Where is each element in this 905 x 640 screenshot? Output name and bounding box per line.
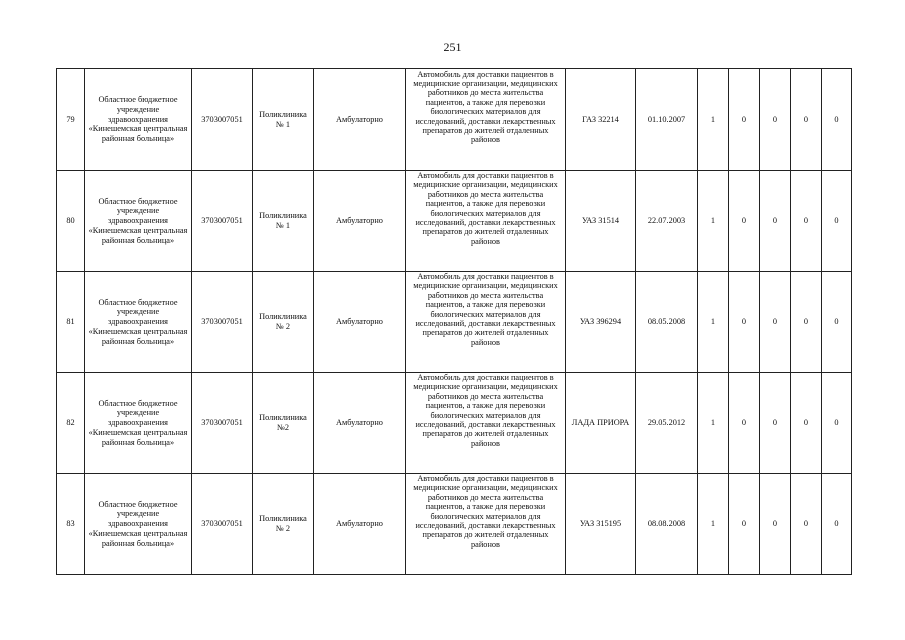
inn-code: 3703007051	[192, 69, 253, 171]
count-cell: 0	[822, 69, 852, 171]
organization-name: Областное бюджетное учреждение здравоохранения «Кинешемская центральная районная больница»	[85, 69, 192, 171]
care-type: Амбулаторно	[314, 474, 406, 575]
count-cell: 0	[729, 272, 760, 373]
vehicle-purpose-text: Автомобиль для доставки пациентов в медицинские организации, медицинских работников до места жительства пациентов, а также для перевозки биологических материалов для исследований, доставки лекарственных препаратов до жителей отдаленных районов	[413, 171, 558, 246]
issue-date: 08.05.2008	[636, 272, 698, 373]
subdivision: Поликлиника № 2	[253, 272, 314, 373]
table-row	[57, 474, 852, 575]
count-cell: 0	[791, 171, 822, 272]
organization-name: Областное бюджетное учреждение здравоохранения «Кинешемская центральная районная больница»	[85, 171, 192, 272]
count-cell: 0	[822, 373, 852, 474]
vehicle-model: ЛАДА ПРИОРА	[566, 373, 636, 474]
table-row	[57, 373, 852, 474]
vehicle-model: УАЗ 31514	[566, 171, 636, 272]
inn-code: 3703007051	[192, 171, 253, 272]
vehicle-purpose	[406, 474, 566, 575]
page-number: 251	[443, 40, 462, 54]
care-type: Амбулаторно	[314, 272, 406, 373]
vehicle-purpose-text: Автомобиль для доставки пациентов в медицинские организации, медицинских работников до места жительства пациентов, а также для перевозки биологических материалов для исследований, доставки лекарственных препаратов до жителей отдаленных районов	[413, 373, 558, 448]
vehicle-model: УАЗ 396294	[566, 272, 636, 373]
count-cell: 0	[791, 69, 822, 171]
count-cell: 0	[760, 171, 791, 272]
vehicle-model: ГАЗ 32214	[566, 69, 636, 171]
count-cell: 0	[791, 474, 822, 575]
issue-date: 01.10.2007	[636, 69, 698, 171]
care-type: Амбулаторно	[314, 69, 406, 171]
row-number: 79	[57, 69, 85, 171]
issue-date: 08.08.2008	[636, 474, 698, 575]
organization-name: Областное бюджетное учреждение здравоохранения «Кинешемская центральная районная больница»	[85, 474, 192, 575]
count-cell: 0	[729, 69, 760, 171]
count-cell: 0	[760, 69, 791, 171]
inn-code: 3703007051	[192, 373, 253, 474]
table-row	[57, 171, 852, 272]
count-cell: 0	[791, 272, 822, 373]
table-row	[57, 272, 852, 373]
inn-code: 3703007051	[192, 272, 253, 373]
count-cell: 0	[760, 373, 791, 474]
vehicle-register-table	[56, 68, 852, 575]
count-cell: 0	[729, 373, 760, 474]
vehicle-purpose	[406, 272, 566, 373]
inn-code: 3703007051	[192, 474, 253, 575]
subdivision: Поликлиника № 2	[253, 474, 314, 575]
vehicle-purpose-text: Автомобиль для доставки пациентов в медицинские организации, медицинских работников до места жительства пациентов, а также для перевозки биологических материалов для исследований, доставки лекарственных препаратов до жителей отдаленных районов	[413, 272, 558, 347]
subdivision: Поликлиника № 1	[253, 69, 314, 171]
row-number: 80	[57, 171, 85, 272]
row-number: 82	[57, 373, 85, 474]
count-cell: 1	[698, 373, 729, 474]
care-type: Амбулаторно	[314, 171, 406, 272]
vehicle-purpose-text: Автомобиль для доставки пациентов в медицинские организации, медицинских работников до места жительства пациентов, а также для перевозки биологических материалов для исследований, доставки лекарственных препаратов до жителей отдаленных районов	[413, 69, 558, 145]
count-cell: 0	[729, 171, 760, 272]
vehicle-purpose	[406, 171, 566, 272]
count-cell: 1	[698, 272, 729, 373]
row-number: 81	[57, 272, 85, 373]
count-cell: 0	[729, 474, 760, 575]
vehicle-purpose-text: Автомобиль для доставки пациентов в медицинские организации, медицинских работников до места жительства пациентов, а также для перевозки биологических материалов для исследований, доставки лекарственных препаратов до жителей отдаленных районов	[413, 474, 558, 549]
count-cell: 0	[822, 272, 852, 373]
count-cell: 0	[760, 272, 791, 373]
count-cell: 0	[760, 474, 791, 575]
issue-date: 29.05.2012	[636, 373, 698, 474]
count-cell: 0	[791, 373, 822, 474]
organization-name: Областное бюджетное учреждение здравоохранения «Кинешемская центральная районная больница»	[85, 272, 192, 373]
count-cell: 1	[698, 474, 729, 575]
row-number: 83	[57, 474, 85, 575]
count-cell: 1	[698, 171, 729, 272]
vehicle-purpose	[406, 69, 566, 171]
table-row	[57, 69, 852, 171]
organization-name: Областное бюджетное учреждение здравоохранения «Кинешемская центральная районная больница»	[85, 373, 192, 474]
count-cell: 1	[698, 69, 729, 171]
count-cell: 0	[822, 171, 852, 272]
subdivision: Поликлиника №2	[253, 373, 314, 474]
vehicle-model: УАЗ 315195	[566, 474, 636, 575]
care-type: Амбулаторно	[314, 373, 406, 474]
issue-date: 22.07.2003	[636, 171, 698, 272]
subdivision: Поликлиника № 1	[253, 171, 314, 272]
vehicle-purpose	[406, 373, 566, 474]
count-cell: 0	[822, 474, 852, 575]
